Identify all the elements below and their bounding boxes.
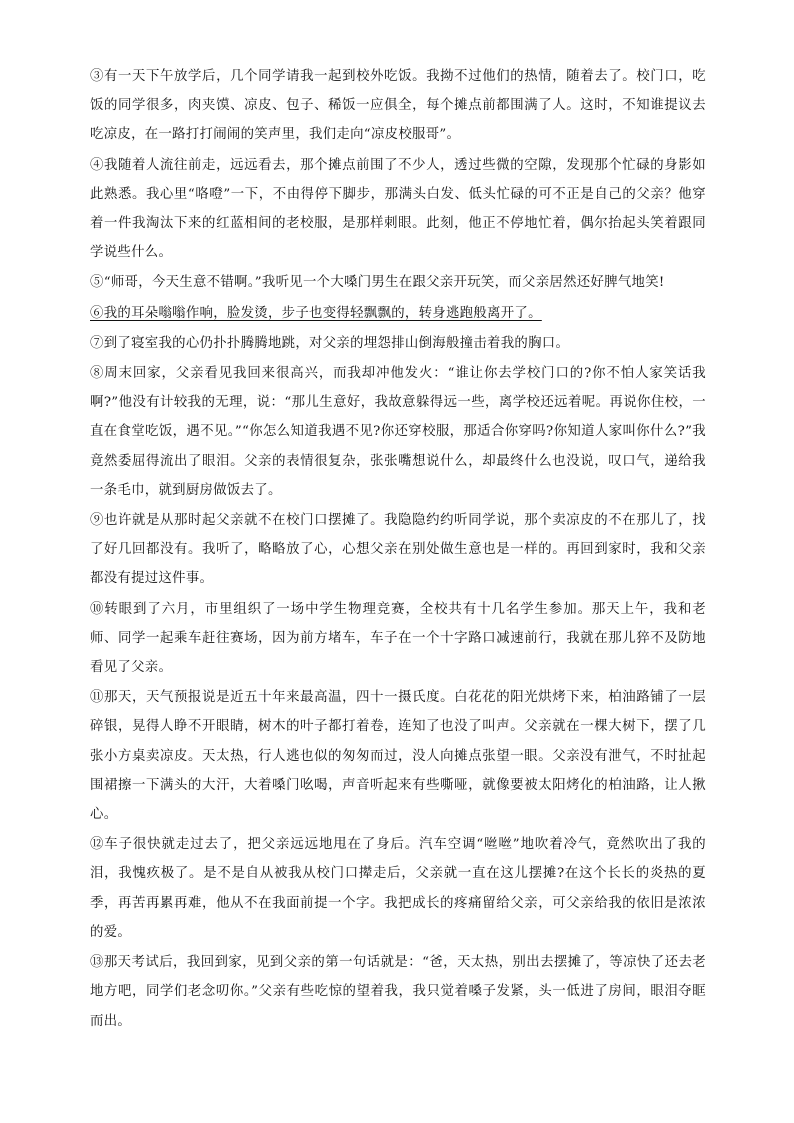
paragraph-6 — [90, 299, 706, 328]
paragraph-11: ⑪那天，天气预报说是近五十年来最高温，四十一摄氏度。白花花的阳光烘烤下来，柏油路铺了一层碎银，晃得人睁不开眼睛，树木的叶子都打着卷，连知了也没了叫声。父亲就在一棵大树下，摆了几张小方桌卖凉皮。天太热，行人逃也似的匆匆而过，没人向摊点张望一眼。父亲没有泄气，不时扯起围裙擦一下满头的大汗，大着嗓门吆喝，声音听起来有些嘶哑，就像要被太阳烤化的柏油路，让人揪心。 — [90, 690, 706, 823]
paragraph-7: ⑦到了寝室我的心仍扑扑腾腾地跳，对父亲的埋怨排山倒海般撞击着我的胸口。 — [90, 335, 570, 351]
paragraph-12: ⑫车子很快就走过去了，把父亲远远地甩在了身后。汽车空调“咝咝”地吹着冷气，竟然吹出了我的泪，我愧疚极了。是不是自从被我从校门口撵走后，父亲就一直在这儿摆摊?在这个长长的炎热的夏季，再苦再累再难，他从不在我面前提一个字。我把成长的疼痛留给父亲，可父亲给我的依旧是浓浓的爱。 — [90, 837, 706, 940]
paragraph-5: ⑤“师哥，今天生意不错啊。”我听见一个大嗓门男生在跟父亲开玩笑，而父亲居然还好脾气地笑! — [90, 275, 665, 291]
paragraph-13: ⑬那天考试后，我回到家，见到父亲的第一句话就是：“爸，天太热，别出去摆摊了，等凉快了还去老地方吧，同学们老念叨你。”父亲有些吃惊的望着我，我只觉着嗓子发紧，头一低进了房间，眼泪夺眶而出。 — [90, 955, 706, 1029]
paragraph-10: ⑩转眼到了六月，市里组织了一场中学生物理竞赛，全校共有十几名学生参加。那天上午，我和老师、同学一起乘车赶往赛场，因为前方堵车，车子在一个十字路口减速前行，我就在那儿猝不及防地看见了父亲。 — [90, 601, 706, 676]
paragraph-9: ⑨也许就是从那时起父亲就不在校门口摆摊了。我隐隐约约听同学说，那个卖凉皮的不在那儿了，找了好几回都没有。我听了，略略放了心，心想父亲在别处做生意也是一样的。再回到家时，我和父亲都没有提过这件事。 — [90, 513, 706, 587]
paragraph-8: ⑧周末回家，父亲看见我回来很高兴，而我却冲他发火：“谁让你去学校门口的?你不怕人家笑话我啊?”他没有计较我的无理，说：“那儿生意好，我故意躲得远一些，离学校还远着呢。再说你住校，一直在食堂吃饭，遇不见。”“你怎么知道我遇不见?你还穿校服，那适合你穿吗?你知道人家叫你什么?”我竟然委屈得流出了眼泪。父亲的表情很复杂，张张嘴想说什么，却最终什么也没说，叹口气，递给我一条毛巾，就到厨房做饭去了。 — [90, 366, 706, 498]
paragraph-3: ③有一天下午放学后，几个同学请我一起到校外吃饭。我拗不过他们的热情，随着去了。校门口，吃饭的同学很多，肉夹馍、凉皮、包子、稀饭一应俱全，每个摊点前都围满了人。这时，不知谁提议去吃凉皮，在一路打打闹闹的笑声里，我们走向“凉皮校服哥”。 — [90, 69, 706, 143]
document-page — [90, 62, 706, 1036]
underlined-sentence: ⑥我的耳朵嗡嗡作响，脸发烫，步子也变得轻飘飘的，转身逃跑般离开了。 — [90, 305, 542, 321]
paragraph-4: ④我随着人流往前走，远远看去，那个摊点前围了不少人，透过些微的空隙，发现那个忙碌的身影如此熟悉。我心里“咯噔”一下，不由得停下脚步，那满头白发、低头忙碌的可不正是自己的父亲？他穿着一件我淘汰下来的红蓝相间的老校服，是那样刺眼。此刻，他正不停地忙着，偶尔抬起头笑着跟同学说些什么。 — [90, 157, 706, 261]
